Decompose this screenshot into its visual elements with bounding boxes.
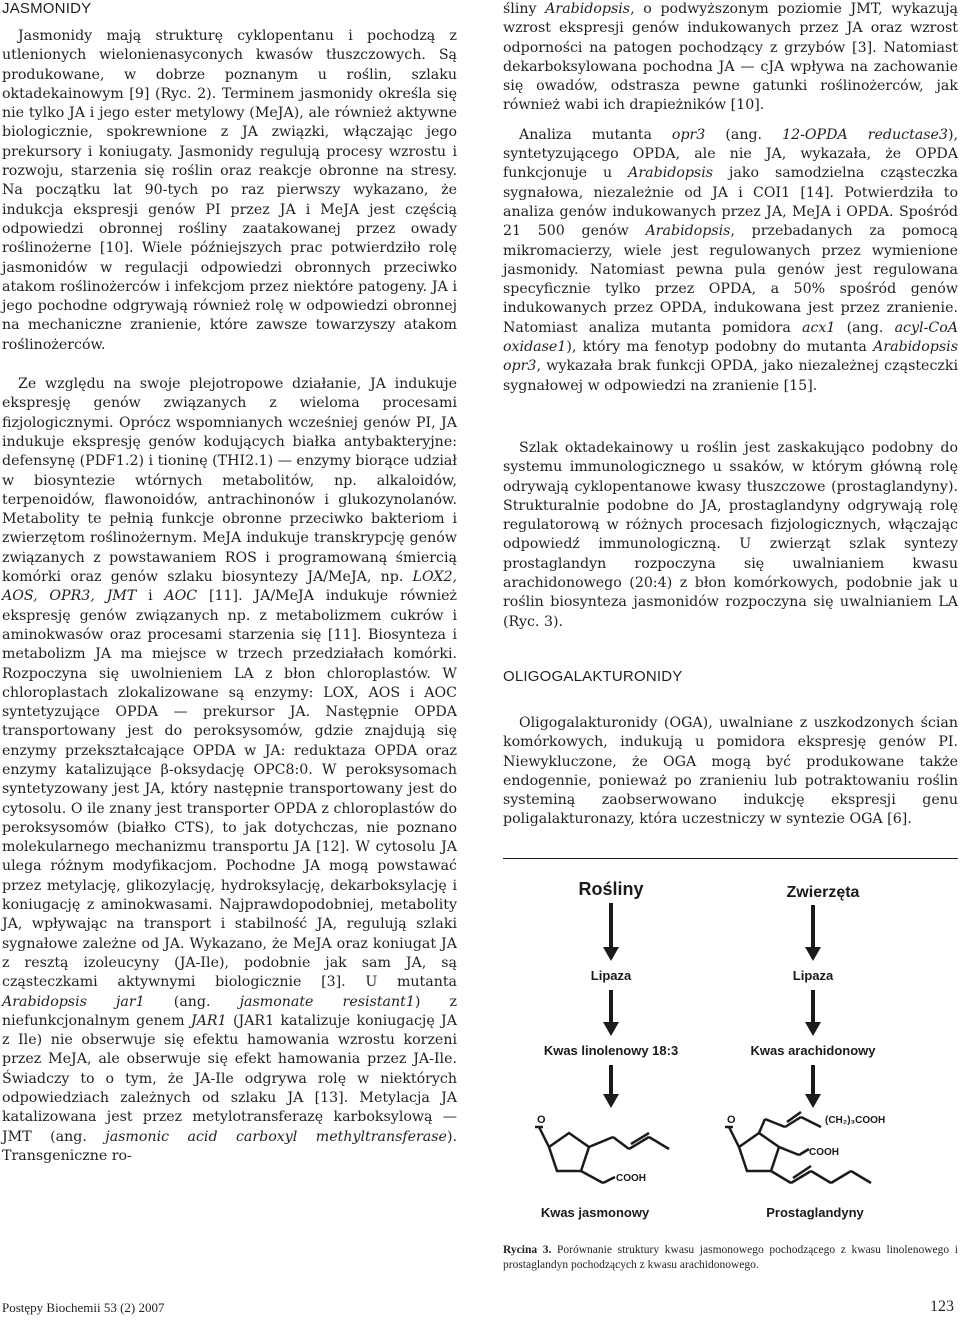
text-run: [11]. JA/MeJA indukuje również ekspresję genów związanych np. z metabolizmem cukrów i aminokwasów oraz procesami starzenia się [11]. Biosynteza i metabolizm JA ma miejsce w trzech przedziałach komórki. Rozpoczyna się uwolnieniem LA z błon chloroplastów. W chloroplastach zlokalizowane są enzymy: LOX, AOS i AOC syntetyzujące OPDA — prekursor JA. Następnie OPDA transportowany jest do peroksysomów, gdzie znajdują się enzymy przekształcające OPDA w JA: reduktaza OPDA oraz enzymy katalizujące β-oksydację OPC8:0. W peroksysomach syntetyzowany jest JA, który następnie transportowany jest do cytosolu. O ile znany jest transporter OPDA z chloroplastów do peroksysomów (białko CTS), to jak dotychczas, nie poznano molekularnego mechanizmu transportu JA [12]. W cytosolu JA ulega różnym modyfikacjom. Pochodne JA mogą powstawać przez metylację, glikozylację, hydroksylację, dekarboksylację i koniugację z aminokwasami. Najprawdopodobniej, metabolity JA, wpływając na transport i stabilność JA, regulują szlaki sygnałowe zależne od JA. Wykazano, że MeJA oraz koniugat JA z resztą izoleucyny (JA-Ile), podobnie jak sam JA, są cząsteczkami aktywnymi biologicznie [3]. U mutanta	[2, 588, 457, 991]
text-run: (JAR1 katalizuje koniugację JA z Ile) nie obserwuje się efektu hamowania wzrostu korzeni przez MeJA, ale obserwuje się efekt hamowania przez JA-Ile. Świadczy to o tym, że JA-Ile odgrywa rolę w niektórych odpowiedziach zależnych od szlaku JA [13]. Metylacja JA katalizowana jest przez metylotransferazę karboksylową — JMT (ang.	[2, 1012, 457, 1145]
paragraph	[2, 375, 457, 1166]
figure-3	[503, 865, 958, 1235]
caption-text: Porównanie struktury kwasu jasmonowego pochodzącego z kwasu linolenowego i prostaglandyn pochodzących z kwasu arachidonowego.	[503, 1244, 958, 1271]
section-heading-oligogalakturonidy: OLIGOGALAKTURONIDY	[503, 668, 683, 685]
cooh-right-top: (CH₂)₃COOH	[825, 1115, 886, 1126]
text-run: (ang.	[705, 126, 783, 143]
text-run: (ang.	[835, 319, 895, 336]
acid-right-label: Kwas arachidonowy	[750, 1043, 876, 1058]
text-run: ), który ma fenotyp podobny do mutanta	[566, 339, 874, 356]
lipase-right-label: Lipaza	[792, 968, 834, 983]
right-column-continued	[503, 439, 958, 632]
italic-term: jasmonate resistant1	[239, 993, 415, 1010]
italic-term: AOC	[164, 588, 198, 605]
text-run: , wykazała brak funkcji OPDA, jako niezależnej cząsteczki sygnałowej w odpowiedzi na zranienie [15].	[503, 358, 958, 394]
text-run: ) z niefunkcjonalnym genem	[2, 993, 457, 1029]
paragraph	[503, 0, 958, 116]
italic-term: Arabidopsis opr3	[503, 339, 958, 375]
lipase-left-label: Lipaza	[590, 968, 632, 983]
italic-term: Arabidopsis jar1	[2, 993, 145, 1010]
figure-caption	[503, 1243, 958, 1273]
product-left-label: Kwas jasmonowy	[540, 1205, 650, 1220]
text-run: ), syntetyzującego OPDA, ale nie JA, wykazała, że OPDA funkcjonuje u	[503, 126, 958, 182]
text-run: Szlak oktadekainowy u roślin jest zaskakująco podobny do systemu immunologicznego u ssaków, w którym główną rolę odrywają cyklopentanowe kwasy tłuszczowe (prostaglandyny). Strukturalnie podobne do JA, prostaglandyny odgrywają rolę regulatorową w różnych procesach fizjologicznych, włączając odpowiedź immunologiczną. U zwierząt szlak syntezy prostaglandyn rozpoczyna się uwalnianiem kwasu arachidonowego (20:4) z błon komórkowych, podobnie jak u roślin biosynteza jasmonidów rozpoczyna się uwalnianiem LA (Ryc. 3).	[503, 440, 958, 630]
italic-term: Arabidopsis	[545, 1, 631, 17]
page-number: 123	[930, 1298, 954, 1315]
text-run: i	[136, 588, 165, 605]
text-run: Ze względu na swoje plejotropowe działanie, JA indukuje ekspresję genów związanych z wieloma procesami fizjologicznymi. Oprócz wspomnianych wcześniej genów PI, JA indukuje ekspresję genów kodujących białka antybakteryjne: defensynę (PDF1.2) i tioninę (THI2.1) — enzymy biorące udział w biosyntezie wtórnych metabolitów, np. alkaloidów, terpenoidów, flawonoidów, antrachinonów i glukozynolanów. Metabolity te pełnią funkcje obronne przeciwko bakteriom i zwierzętom roślinożernym. MeJA indukuje transkrypcję genów związanych z powstawaniem ROS i programowaną śmiercią komórki oraz genów szlaku biosyntezy JA/MeJA, np.	[2, 376, 457, 586]
italic-term: jasmonic acid carboxyl methyltransferase	[105, 1128, 447, 1145]
text-run: Analiza mutanta	[519, 126, 672, 143]
cooh-right-bottom: COOH	[809, 1147, 839, 1158]
pathway-diagram	[503, 865, 958, 1235]
left-column	[2, 27, 457, 1166]
paragraph	[2, 27, 457, 355]
cooh-left: COOH	[616, 1173, 646, 1184]
product-right-label: Prostaglandyny	[766, 1205, 864, 1220]
right-column	[503, 0, 958, 396]
animals-title: Zwierzęta	[786, 884, 860, 901]
text-run: Jasmonidy mają strukturę cyklopentanu i pochodzą z utlenionych wielonienasyconych kwasów tłuszczowych. Są produkowane, w dobrze poznanym u roślin, szlaku oktadekainowym [9] (Ryc. 2). Terminem jasmonidy określa się nie tylko JA i jego ester metylowy (MeJA), ale również aktywne biologicznie, spokrewnione z JA związki, włączając jego prekursory i koniugaty. Jasmonidy regulują procesy wzrostu i rozwoju, starzenia się roślin oraz reakcje obronne na stresy. Na początku lat 90-tych po raz pierwszy wykazano, że indukcja ekspresji genów PI przez JA i MeJA jest częścią odpowiedzi obronnej rośliny zaatakowanej przez owady roślinożerne [10]. Wiele późniejszych prac potwierdziło rolę jasmonidów w regulacji odpowiedzi obronnych przeciwko atakom roślinożerców i infekcjom przez niektóre patogeny. JA i jego pochodne odgrywają również rolę w odpowiedzi obronnej na mechaniczne zranienie, które zawsze towarzyszy atakom roślinożerców.	[2, 28, 457, 353]
acid-left-label: Kwas linolenowy 18:3	[543, 1043, 679, 1058]
oxygen-label: O	[537, 1114, 546, 1126]
right-column-oga	[503, 714, 958, 830]
paragraph	[503, 714, 958, 830]
text-run: , o podwyższonym poziomie JMT, wykazują wzrost ekspresji genów indukowanych przez JA oraz wzrost odporności na patogen pochodzący z grzybów [3]. Natomiast dekarboksylowana pochodna JA — cJA wpływa na zachowanie się owadów, odstrasza pewne gatunki roślinożerców, jak również wabi ich drapieżników [10].	[503, 1, 958, 114]
text-run: (ang.	[144, 993, 240, 1010]
figure-divider	[503, 858, 958, 859]
italic-term: Arabidopsis	[628, 165, 714, 182]
text-run: , przebadanych za pomocą mikromacierzy, wiele jest regulowanych przez wymienione jasmonidy. Natomiast pewna pula genów jest regulowana specyficznie tylko przez OPDA, a 50% spośród genów indukowanych przez OPDA, indukowana jest przez zranienie. Natomiast analiza mutanta pomidora	[503, 223, 958, 336]
text-run: ). Transgeniczne ro-	[2, 1128, 457, 1164]
plants-title: Rośliny	[578, 879, 644, 899]
section-heading-jasmonidy: JASMONIDY	[2, 0, 92, 17]
paragraph	[503, 439, 958, 632]
italic-term: JAR1	[190, 1012, 227, 1029]
journal-footer: Postępy Biochemii 53 (2) 2007	[2, 1300, 165, 1315]
oxygen-label-right: O	[727, 1114, 736, 1126]
text-run: Oligogalakturonidy (OGA), uwalniane z uszkodzonych ścian komórkowych, indukują u pomidora ekspresję genów PI. Niewykluczone, że OGA mogą być produkowane także endogennie, ponieważ po zranieniu lub potraktowaniu roślin systeminą zaobserwowano indukcję ekspresji genu poligalakturonazy, która uczestniczy w syntezie OGA [6].	[503, 715, 958, 828]
italic-term: acyl-CoA oxidase1	[503, 319, 958, 356]
italic-term: 12-OPDA reductase3	[782, 126, 948, 143]
caption-label: Rycina 3.	[503, 1244, 552, 1256]
italic-term: Arabidopsis	[645, 223, 731, 240]
italic-term: opr3	[671, 126, 706, 143]
italic-term: acx1	[802, 319, 836, 336]
paragraph	[503, 126, 958, 396]
text-run: jako samodzielna cząsteczka sygnałowa, niezależnie od JA i COI1 [14]. Potwierdziła to analiza genów indukowanych przez JA, MeJA i OPDA. Spośród 21 500 genów	[503, 165, 958, 240]
text-run: śliny	[503, 1, 546, 17]
italic-term: LOX2, AOS, OPR3, JMT	[2, 569, 457, 605]
